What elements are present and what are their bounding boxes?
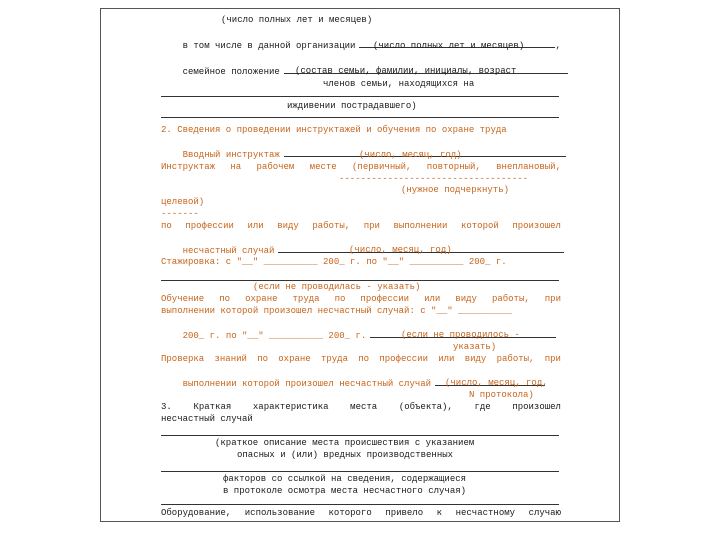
training-line — [161, 294, 561, 305]
word: (объекта), — [398, 402, 453, 412]
word: рабочем — [256, 162, 295, 172]
text-line: N протокола) — [469, 390, 534, 400]
equipment-line — [161, 508, 561, 519]
word: труда — [292, 294, 320, 304]
comma: , — [555, 41, 561, 51]
word: к — [436, 508, 443, 518]
text-line: факторов со ссылкой на сведения, содержащиеся — [223, 474, 467, 484]
rule-line — [161, 435, 559, 436]
text-line: (состав семьи, фамилии, инициалы, возраст — [295, 66, 517, 76]
training-dates: 200_ г. по "__" __________ 200_ г. — [182, 331, 367, 341]
word: при — [544, 294, 561, 304]
word: профессии — [360, 294, 410, 304]
word: виду — [277, 221, 299, 231]
rule-line — [161, 280, 559, 281]
rule-line — [161, 117, 559, 118]
word: труда — [320, 354, 348, 364]
rule-line — [161, 96, 559, 97]
word: 3. — [161, 402, 172, 412]
word: или — [247, 221, 264, 231]
word: виду — [455, 294, 477, 304]
word: выполнении — [393, 221, 448, 231]
word: профессии — [185, 221, 234, 231]
word: где — [474, 402, 491, 412]
text-line: (число, месяц, год) — [349, 245, 452, 255]
text-line: выполнении которой произошел несчастный случай: с "__" __________ — [161, 306, 513, 316]
word: Инструктаж — [161, 162, 216, 172]
word: или — [424, 294, 441, 304]
word: охране — [245, 294, 278, 304]
text-line: (нужное подчеркнуть) — [401, 185, 510, 195]
dash-line: ------- — [161, 209, 199, 219]
word: месте — [309, 162, 337, 172]
text-line: (краткое описание места происшествия с указанием — [215, 438, 475, 448]
text-line: (число, месяц, год) — [359, 150, 462, 160]
word: использование — [244, 508, 315, 518]
word: Оборудование, — [161, 508, 232, 518]
word: которой — [460, 221, 499, 231]
word: или — [438, 354, 455, 364]
knowledge-check-label: выполнении которой произошел несчастный случай — [182, 379, 432, 389]
knowledge-check-line — [161, 354, 561, 365]
word: произошел — [512, 221, 561, 231]
word: при — [544, 354, 561, 364]
word: (первичный, — [352, 162, 412, 172]
profession-line — [161, 221, 561, 232]
word: Обучение — [161, 294, 205, 304]
intro-briefing-label: Вводный инструктаж — [182, 150, 280, 160]
text-line: опасных и (или) вредных производственных — [237, 450, 454, 460]
dash-line: ----------------------------------- — [339, 174, 529, 184]
document-page — [100, 8, 620, 522]
word: характеристика — [252, 402, 329, 412]
word: охране — [278, 354, 311, 364]
text-line: (число полных лет и месяцев) — [221, 15, 373, 25]
word: профессии — [379, 354, 428, 364]
word: повторный, — [426, 162, 481, 172]
org-tenure-label: в том числе в данной организации — [182, 41, 356, 51]
word: работы, — [496, 354, 535, 364]
text-line: (число полных лет и месяцев) — [373, 41, 525, 51]
section-3-title — [161, 402, 561, 413]
section-2-title: 2. Сведения о проведении инструктажей и обучения по охране труда — [161, 125, 507, 135]
rule-line — [161, 471, 559, 472]
text-line: (если не проводилось - — [401, 330, 520, 340]
word: Краткая — [193, 402, 232, 412]
word: Проверка — [161, 354, 205, 364]
rule-line — [161, 504, 559, 505]
word: при — [363, 221, 380, 231]
word: знаний — [214, 354, 247, 364]
word: по — [358, 354, 370, 364]
text-line: (число, месяц, год, — [445, 378, 548, 388]
word: места — [350, 402, 378, 412]
text-line: указать) — [453, 342, 497, 352]
word: по — [161, 221, 172, 231]
accident-label: несчастный случай — [182, 246, 275, 256]
word: по — [219, 294, 231, 304]
workplace-briefing-line — [161, 162, 561, 173]
word: случаю — [528, 508, 561, 518]
word: внеплановый, — [496, 162, 561, 172]
word: на — [230, 162, 242, 172]
text-line: иждивении пострадавшего) — [287, 101, 417, 111]
word: работы, — [491, 294, 530, 304]
text-line: (если не проводилась - указать) — [253, 282, 421, 292]
word: по — [257, 354, 268, 364]
text-line: в протоколе осмотра места несчастного случая) — [223, 486, 467, 496]
word: по — [334, 294, 346, 304]
word: произошел — [512, 402, 561, 412]
word: виду — [464, 354, 487, 364]
word: которого — [328, 508, 372, 518]
text-line: несчастный случай — [161, 414, 253, 424]
text-line: целевой) — [161, 197, 205, 207]
word: несчастному — [455, 508, 516, 518]
marital-status-label: семейное положение — [182, 67, 280, 77]
text-line: членов семьи, находящихся на — [323, 79, 475, 89]
word: привело — [385, 508, 424, 518]
word: работы, — [312, 221, 351, 231]
internship-line: Стажировка: с "__" __________ 200_ г. по "__" __________ 200_ г. — [161, 257, 507, 267]
